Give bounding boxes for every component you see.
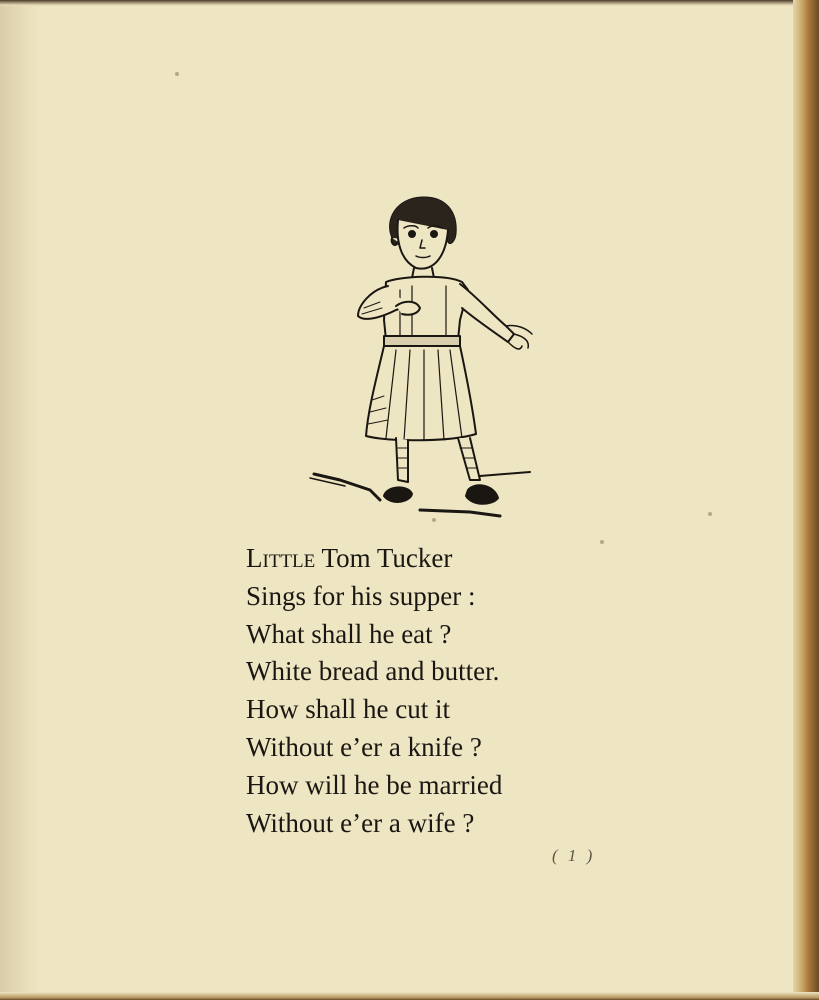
- poem-first-word: Little: [246, 543, 316, 573]
- poem-line-1-rest: Tom Tucker: [315, 543, 453, 573]
- nursery-rhyme-text: [246, 540, 666, 842]
- right-page-edge: [793, 0, 819, 1000]
- poem-line-3: What shall he eat ?: [246, 618, 452, 649]
- page-number: ( 1 ): [552, 846, 596, 865]
- bottom-page-edge: [0, 992, 819, 1000]
- gutter-shadow: [0, 0, 40, 1000]
- paper-speck: [175, 72, 179, 76]
- top-page-edge: [0, 0, 819, 6]
- poem-line-4: White bread and butter.: [246, 656, 500, 687]
- poem-line-7: How will he be married: [246, 769, 503, 800]
- child-figure-icon: [300, 190, 550, 530]
- poem-line-5: How shall he cut it: [246, 694, 450, 725]
- poem-line-8: Without e’er a wife ?: [246, 807, 475, 838]
- poem-line-6: Without e’er a knife ?: [246, 731, 482, 762]
- paper-speck: [708, 512, 712, 516]
- poem-line-1: [246, 540, 666, 578]
- poem-line-2: Sings for his supper :: [246, 580, 476, 611]
